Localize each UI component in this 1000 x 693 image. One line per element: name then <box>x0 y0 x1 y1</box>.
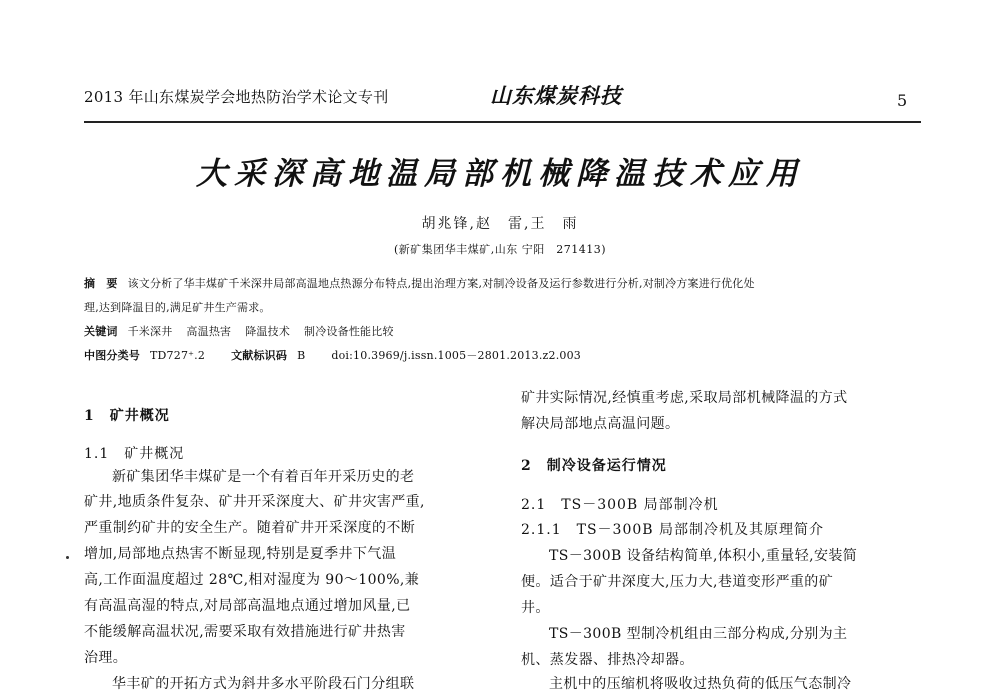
article-title: 大采深高地温局部机械降温技术应用 <box>196 156 804 192</box>
doc-code-label: 文献标识码 <box>231 349 288 362</box>
article-authors: 胡兆锋,赵 雷,王 雨 <box>421 216 579 232</box>
right-body-line: 解决局部地点高温问题。 <box>521 416 680 432</box>
left-body-line: 严重制约矿井的安全生产。随着矿井开采深度的不断 <box>84 520 416 536</box>
header-rule <box>84 121 921 123</box>
keywords <box>84 323 408 339</box>
clc-value: TD727⁺.2 <box>150 349 206 362</box>
right-body-line: 主机中的压缩机将吸收过热负荷的低压气态制冷 <box>549 676 852 692</box>
left-body-line: 不能缓解高温状况,需要采取有效措施进行矿井热害 <box>84 624 406 640</box>
left-body-line: 治理。 <box>84 650 128 666</box>
right-body-line: 矿井实际情况,经慎重考虑,采取局部机械降温的方式 <box>521 390 848 406</box>
page-number: 5 <box>897 91 908 110</box>
keyword-item: 千米深井 <box>127 325 173 338</box>
abstract-line-1: 该文分析了华丰煤矿千米深井局部高温地点热源分布特点,提出治理方案,对制冷设备及运行参数进行分析,对制冷方案进行优化处 <box>127 277 755 290</box>
journal-header: 2013 年山东煤炭学会地热防治学术论文专刊 <box>84 88 389 106</box>
section-2-heading: 2 制冷设备运行情况 <box>521 458 667 474</box>
subsection-2-1-heading: 2.1 TS－300B 局部制冷机 <box>521 497 719 513</box>
right-body-line: TS－300B 型制冷机组由三部分构成,分别为主 <box>549 626 848 642</box>
subsection-1-1-heading: 1.1 矿井概况 <box>84 446 185 462</box>
left-body-line: 高,工作面温度超过 28℃,相对湿度为 90～100%,兼 <box>84 572 420 588</box>
left-body-line: 华丰矿的开拓方式为斜井多水平阶段石门分组联 <box>112 676 415 692</box>
keyword-item: 制冷设备性能比较 <box>304 325 394 338</box>
right-body-line: TS－300B 设备结构简单,体积小,重量轻,安装简 <box>549 548 858 564</box>
doc-code-value: B <box>297 349 306 362</box>
journal-logo: 山东煤炭科技 <box>490 83 622 108</box>
subsection-2-1-1-heading: 2.1.1 TS－300B 局部制冷机及其原理简介 <box>521 522 825 538</box>
abstract <box>84 275 755 291</box>
abstract-label: 摘 要 <box>84 277 118 290</box>
left-body-line: 矿井,地质条件复杂、矿井开采深度大、矿井灾害严重, <box>84 494 425 510</box>
doi: doi:10.3969/j.issn.1005－2801.2013.z2.003 <box>331 349 581 362</box>
article-affiliation: (新矿集团华丰煤矿,山东 宁阳 271413) <box>393 243 607 256</box>
keyword-item: 降温技术 <box>245 325 291 338</box>
margin-dot <box>66 556 69 559</box>
right-body-line: 井。 <box>521 600 550 616</box>
left-body-line: 新矿集团华丰煤矿是一个有着百年开采历史的老 <box>112 469 415 485</box>
keyword-item: 高温热害 <box>186 325 232 338</box>
keywords-label: 关键词 <box>84 325 118 338</box>
classification <box>84 347 581 363</box>
right-body-line: 便。适合于矿井深度大,压力大,巷道变形严重的矿 <box>521 574 834 590</box>
section-1-heading: 1 矿井概况 <box>84 408 170 424</box>
right-body-line: 机、蒸发器、排热冷却器。 <box>521 652 694 668</box>
abstract-line-2: 理,达到降温目的,满足矿井生产需求。 <box>84 301 271 314</box>
clc-label: 中图分类号 <box>84 349 140 362</box>
left-body-line: 增加,局部地点热害不断显现,特别是夏季井下气温 <box>84 546 397 562</box>
left-body-line: 有高温高湿的特点,对局部高温地点通过增加风量,已 <box>84 598 411 614</box>
